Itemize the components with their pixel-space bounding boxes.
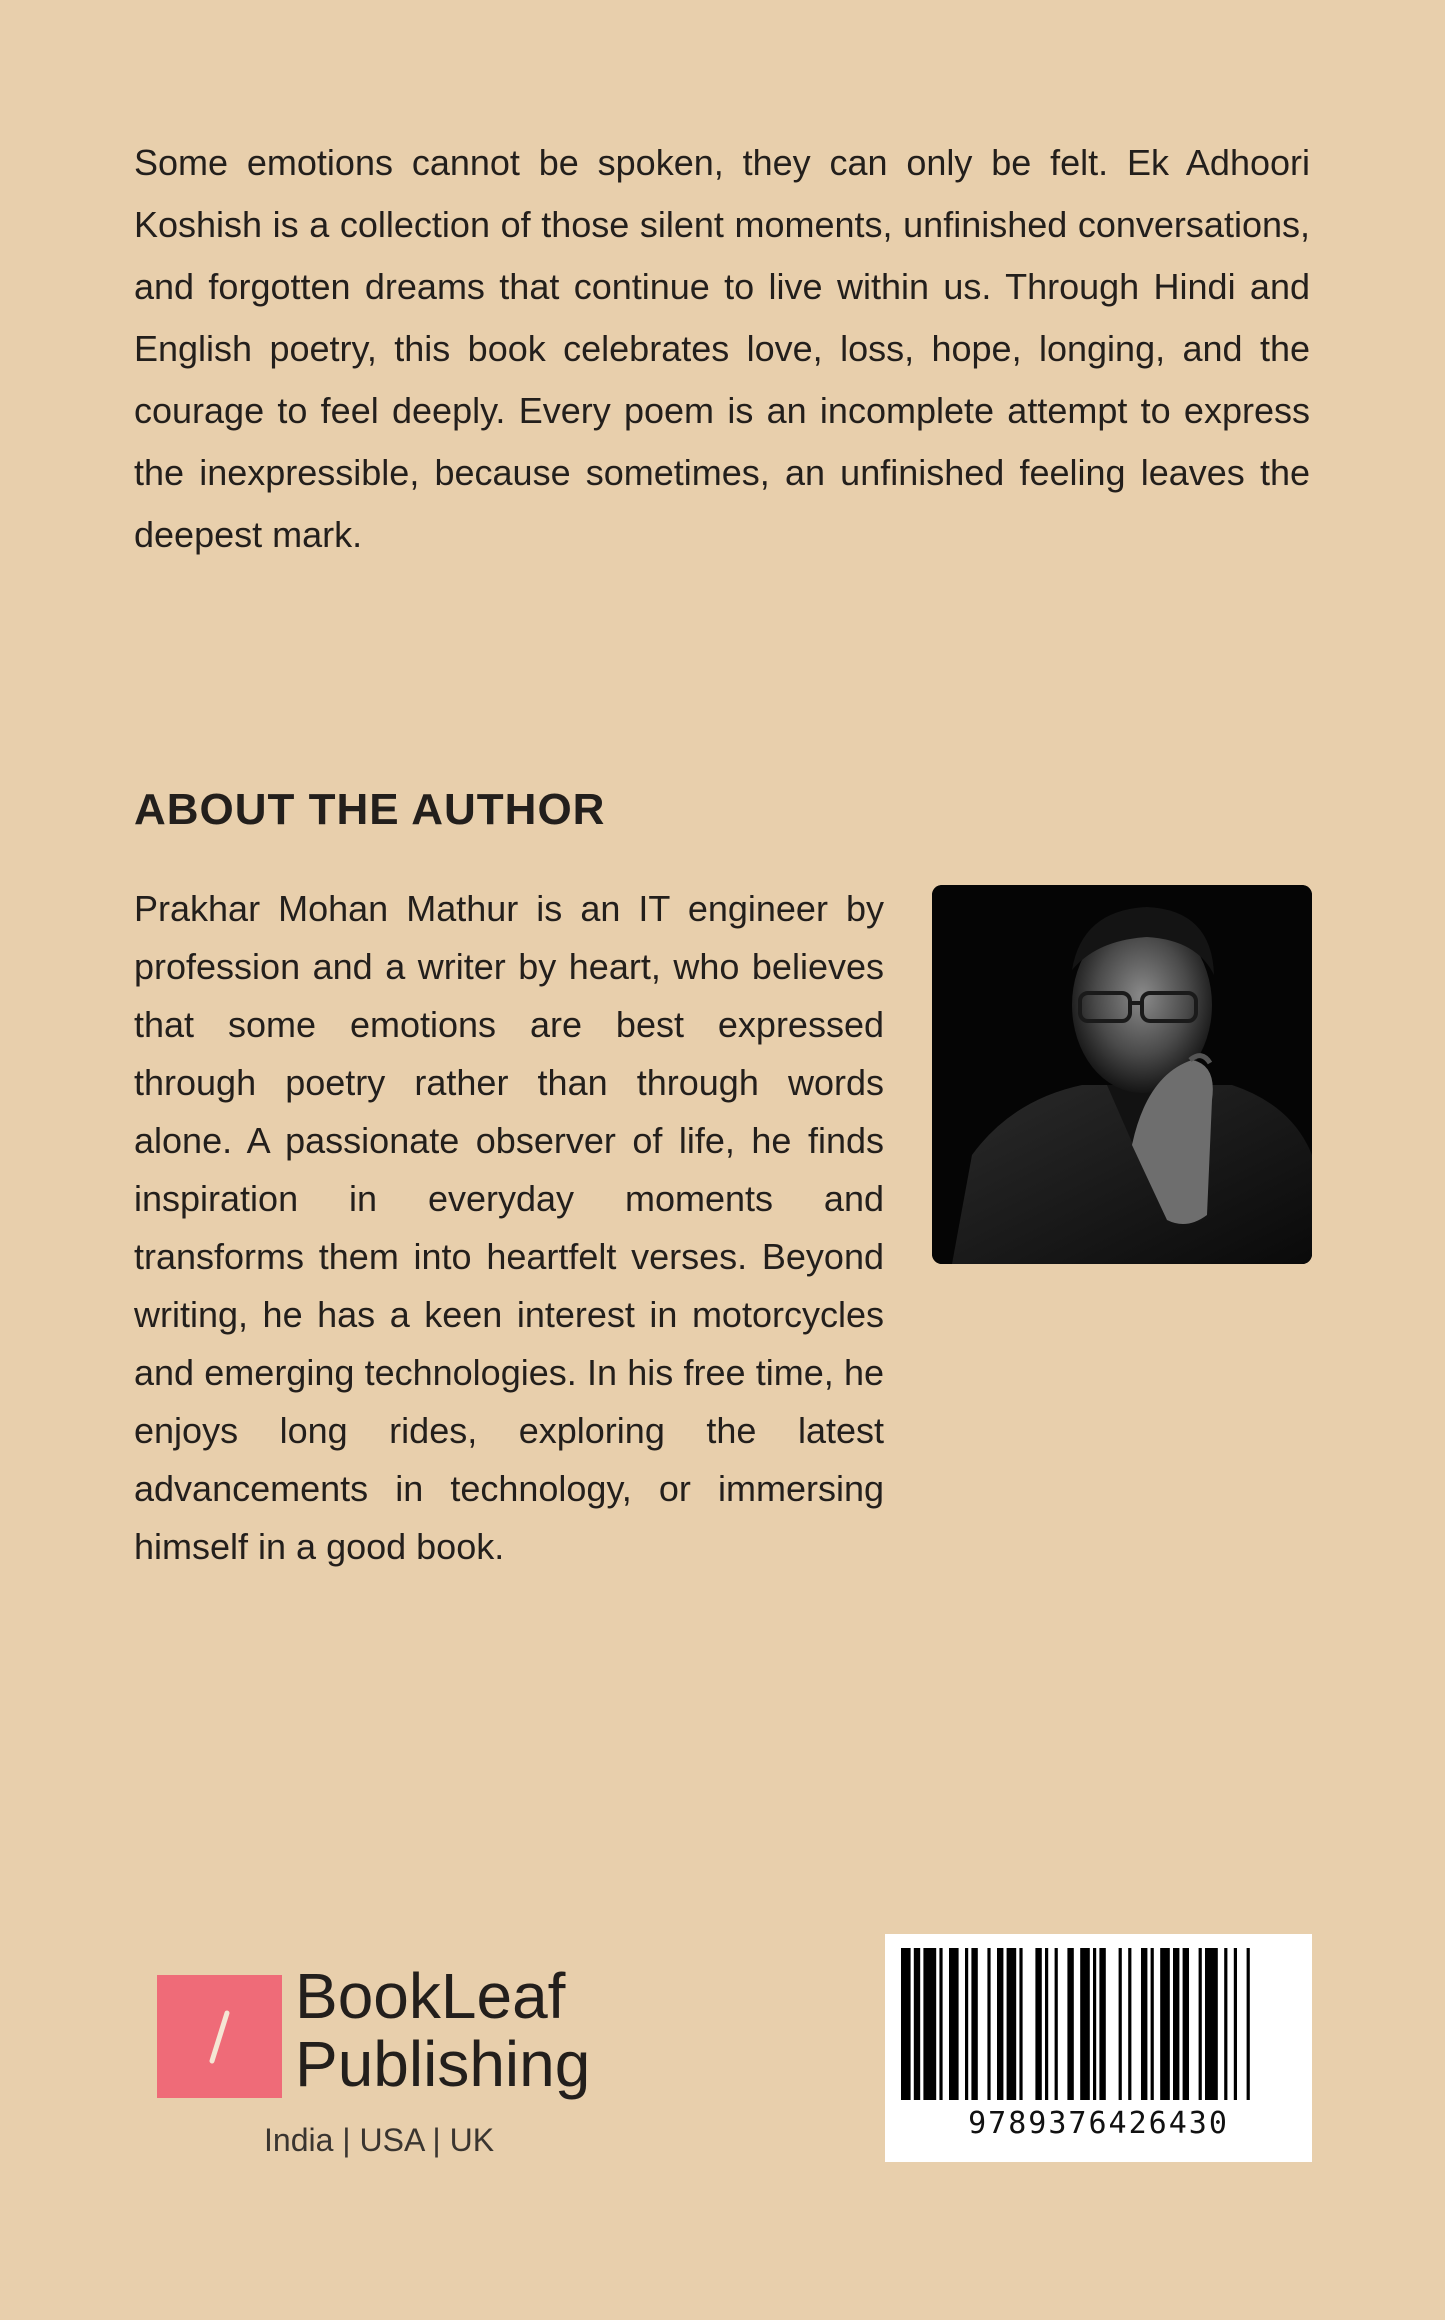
barcode-bar bbox=[1019, 1948, 1022, 2100]
barcode-bar bbox=[949, 1948, 959, 2100]
barcode-bar bbox=[1247, 1948, 1250, 2100]
publisher-logo-text bbox=[295, 1962, 590, 2098]
barcode-bar bbox=[1234, 1948, 1237, 2100]
publisher-name-line1: BookLeaf bbox=[295, 1960, 566, 2032]
barcode-bar bbox=[1205, 1948, 1218, 2100]
barcode-bar bbox=[1067, 1948, 1073, 2100]
barcode-bar bbox=[1183, 1948, 1189, 2100]
publisher-name-line2: Publishing bbox=[295, 2028, 591, 2100]
barcode-bar bbox=[901, 1948, 911, 2100]
author-photo bbox=[932, 885, 1312, 1264]
isbn-number: 9789376426430 bbox=[968, 2106, 1229, 2141]
barcode-bar bbox=[1224, 1948, 1227, 2100]
barcode-bar bbox=[1173, 1948, 1179, 2100]
barcode-bar bbox=[914, 1948, 920, 2100]
barcode-bar bbox=[1160, 1948, 1170, 2100]
barcode-bar bbox=[1045, 1948, 1048, 2100]
barcode-bar bbox=[1199, 1948, 1202, 2100]
barcode-bar bbox=[987, 1948, 990, 2100]
barcode-bar bbox=[1119, 1948, 1122, 2100]
publisher-locations: India | USA | UK bbox=[264, 2122, 495, 2158]
barcode-bar bbox=[997, 1948, 1003, 2100]
barcode-bar bbox=[1035, 1948, 1041, 2100]
barcode-bar bbox=[1141, 1948, 1147, 2100]
barcode-bar bbox=[939, 1948, 942, 2100]
barcode-bar bbox=[1093, 1948, 1096, 2100]
barcode-bar bbox=[965, 1948, 968, 2100]
barcode-bar bbox=[1055, 1948, 1058, 2100]
barcode-bar bbox=[1007, 1948, 1017, 2100]
barcode-bar bbox=[1099, 1948, 1105, 2100]
author-bio: Prakhar Mohan Mathur is an IT engineer by profession and a writer by heart, who believes that some emotions are best expressed through poetry rather than through words alone. A passionate observer of life, he finds inspiration in everyday moments and transforms them into heartfelt verses. Beyond writing, he has a keen interest in motorcycles and emerging technologies. In his free time, he enjoys long rides, exploring the latest advancements in technology, or immersing himself in a good book. bbox=[134, 888, 884, 1567]
barcode-bar bbox=[1080, 1948, 1090, 2100]
barcode-bar bbox=[971, 1948, 977, 2100]
book-blurb: Some emotions cannot be spoken, they can only be felt. Ek Adhoori Koshish is a collection of those silent moments, unfinished conversations, and forgotten dreams that continue to live within us. Through Hindi and English poetry, this book celebrates love, loss, hope, longing, and the courage to feel deeply. Every poem is an incomplete attempt to express the inexpressible, because sometimes, an unfinished feeling leaves the deepest mark. bbox=[134, 142, 1310, 555]
isbn-barcode bbox=[885, 1934, 1312, 2162]
barcode-bar bbox=[923, 1948, 936, 2100]
barcode-bar bbox=[1128, 1948, 1131, 2100]
about-author-heading: ABOUT THE AUTHOR bbox=[134, 785, 606, 834]
barcode-bar bbox=[1151, 1948, 1154, 2100]
publisher-logo-mark bbox=[157, 1975, 282, 2098]
